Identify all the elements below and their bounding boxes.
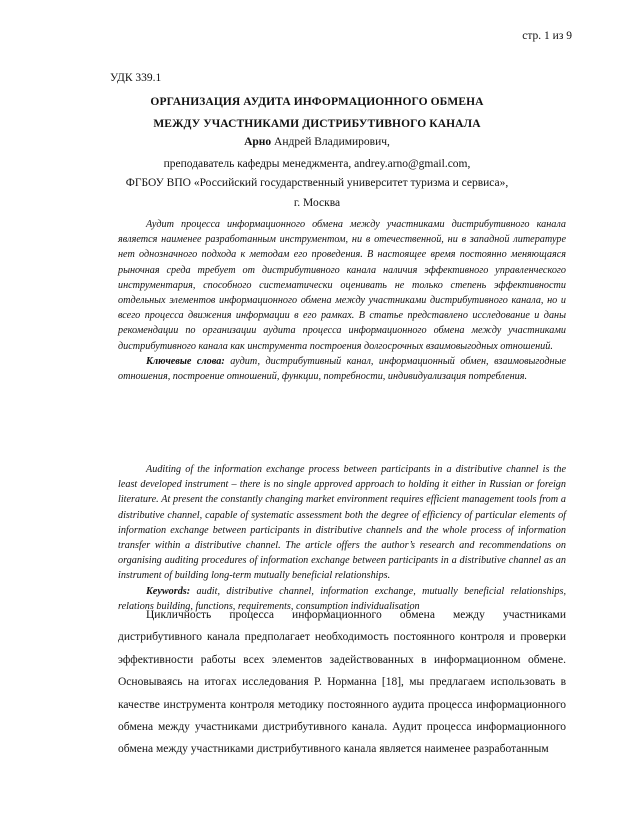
keywords-english-list: audit, distributive channel, information exchange, mutually beneficial relationships, relations building, functions, requirements, consumption individualisation [118, 585, 566, 612]
keywords-english-label: Keywords: [146, 585, 191, 597]
author-position: преподаватель кафедры менеджмента, andrey.arno@gmail.com, [163, 158, 471, 170]
body-text [118, 604, 566, 761]
keywords-russian-label: Ключевые слова: [146, 355, 225, 367]
body-paragraph: Цикличность процесса информационного обмена между участниками дистрибутивного канала предполагает необходимость постоянного контроля и проверки эффективности работы всех элементов задействованных в информационном обмене. Основываясь на итогах исследования Р. Норманна [18], мы предлагаем использовать в качестве инструмента контроля методику постоянного аудита процесса информационного обмена между участниками дистрибутивного канала. Аудит процесса информационного обмена между участниками дистрибутивного канала является наименее разработанным [118, 609, 566, 756]
keywords-russian-list: аудит, дистрибутивный канал, информационный обмен, взаимовыгодные отношения, построение отношений, функции, потребности, индивидуализация потребления. [118, 355, 566, 383]
abstract-english-text: Auditing of the information exchange process between participants in a distributive channel is the least developed instrument – there is no single approved approach to holding it either in Russian or foreign literature. At present the constantly changing market environment requires efficient management tools from a distributive channel, capable of systematic assessment both the degree of efficiency of particular elements of information exchange between participants in distributive channels and the whole process of information transfer within a distributive channel. The article offers the author’s research and recommendations on organising auditing procedures of information exchange between participants in a distributive channel as an instrument of building long-term mutually beneficial relationships. [118, 464, 566, 582]
keywords-russian [118, 354, 566, 384]
abstract-russian [118, 217, 566, 384]
author-city: г. Москва [293, 197, 341, 209]
page-number: стр. 1 из 9 [522, 30, 572, 42]
author-affiliation: ФГБОУ ВПО «Российский государственный университет туризма и сервиса», [125, 177, 509, 189]
abstract-english [118, 462, 566, 614]
author-surname: Арно [244, 136, 272, 148]
udk-code: УДК 339.1 [110, 72, 162, 84]
author-given-names: Андрей Владимирович, [271, 136, 390, 148]
author-name [60, 136, 574, 148]
article-title-line-2: МЕЖДУ УЧАСТНИКАМИ ДИСТРИБУТИВНОГО КАНАЛА [153, 118, 481, 130]
abstract-russian-text: Аудит процесса информационного обмена между участниками дистрибутивного канала является наименее разработанным инструментом, ни в отечественной, ни в западной литературе нет однозначного подхода к методам его проведения. В настоящее время постоянно меняющаяся рыночная среда требует от дистрибутивного канала наличия эффективного управленческого инструментария, способного систематически оценивать не только степень эффективности отдельных элементов информационного обмена между участниками дистрибутивного канала, но и всего процесса движения информации в его рамках. В статье представлено исследование и даны рекомендации по организации аудита процесса информационного обмена между участниками дистрибутивного канала как инструмента построения долгосрочных взаимовыгодных отношений. [118, 219, 566, 352]
article-title-line-1: ОРГАНИЗАЦИЯ АУДИТА ИНФОРМАЦИОННОГО ОБМЕНА [150, 96, 484, 108]
